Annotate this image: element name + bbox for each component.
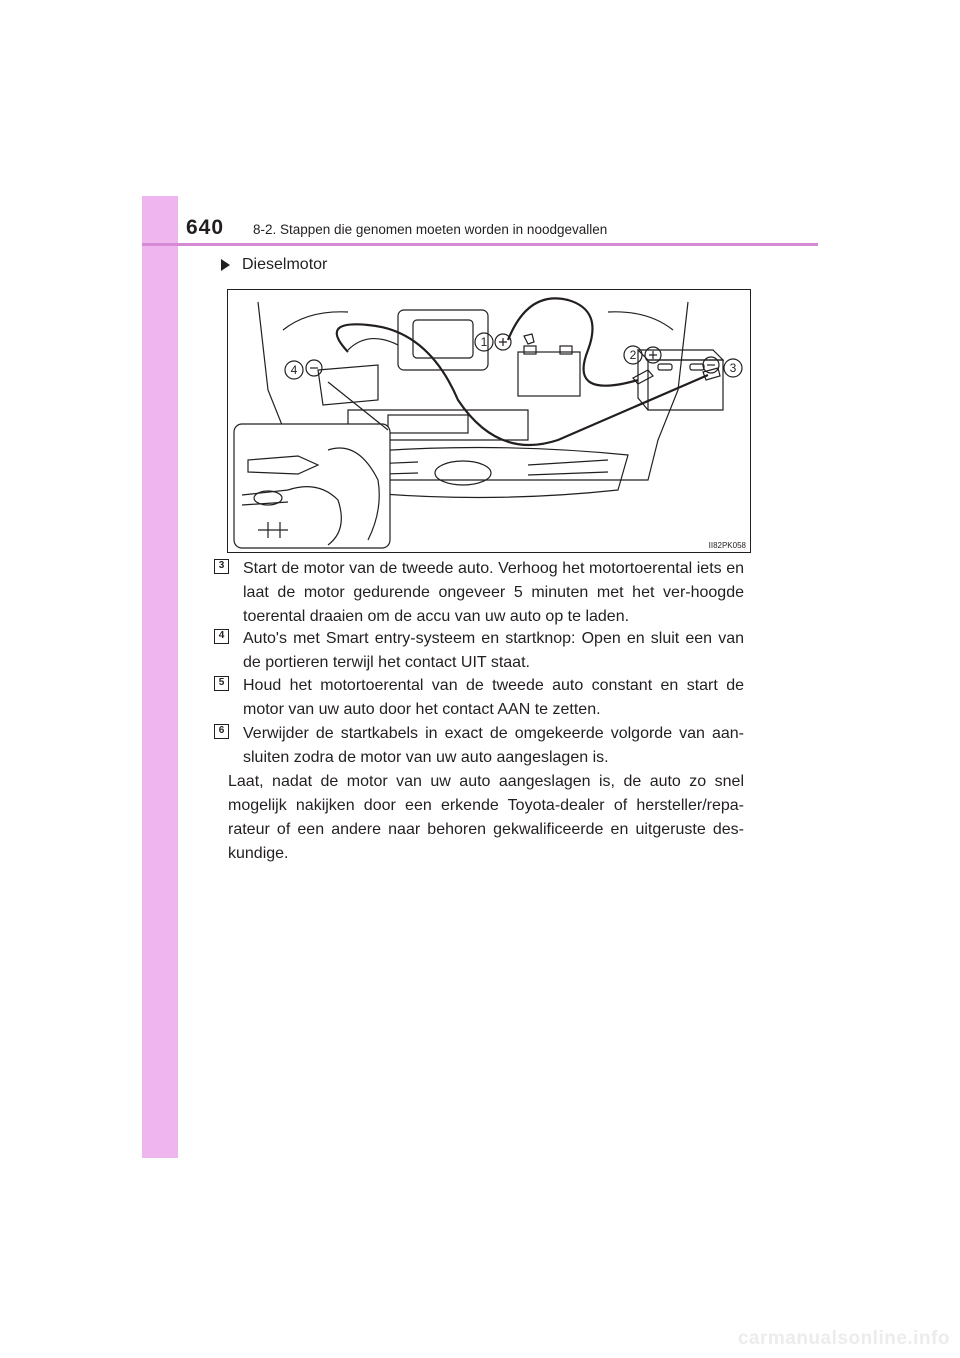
step-item	[214, 627, 744, 675]
subheading-label: Dieselmotor	[242, 256, 328, 273]
detail-inset	[234, 424, 390, 548]
step-text: Auto's met Smart entry-systeem en startknop: Open en sluit een van de portieren terwijl het contact UIT staat.	[243, 630, 744, 671]
watermark: carmanualsonline.info	[737, 1328, 950, 1349]
step-item	[214, 557, 744, 629]
step-item	[214, 722, 744, 770]
step-text: Start de motor van de tweede auto. Verhoog het motortoerental iets en laat de motor gedurende ongeveer 5 minuten met het ver-hoogde toerental draaien om de accu van uw auto op te laden.	[243, 560, 744, 625]
chapter-side-tab	[142, 196, 178, 1158]
header-divider	[142, 243, 818, 246]
step-number-badge: 3	[214, 559, 229, 574]
callout-4-label: 4	[290, 363, 298, 377]
step-number-badge: 4	[214, 629, 229, 644]
subheading	[221, 256, 327, 274]
callout-2-label: 2	[629, 348, 637, 362]
closing-paragraph: Laat, nadat de motor van uw auto aangeslagen is, de auto zo snel mogelijk nakijken door een erkende Toyota-dealer of hersteller/repa-rateur of een andere naar behoren gekwalificeerde en uitgeruste des-kundige.	[228, 773, 744, 862]
triangle-bullet-icon	[221, 259, 230, 271]
step-number-badge: 6	[214, 724, 229, 739]
callout-3-label: 3	[729, 361, 737, 375]
figure-code: II82PK058	[708, 541, 746, 550]
step-item	[214, 674, 744, 722]
vehicle-battery	[518, 352, 580, 396]
engine-bay-drawing	[228, 290, 750, 552]
page-number: 640	[186, 216, 225, 239]
step-text: Houd het motortoerental van de tweede auto constant en start de motor van uw auto door het contact AAN te zetten.	[243, 677, 744, 718]
section-title: 8-2. Stappen die genomen moeten worden in noodgevallen	[253, 222, 608, 237]
callout-1-label: 1	[480, 335, 488, 349]
jump-start-illustration	[227, 289, 751, 553]
step-text: Verwijder de startkabels in exact de omgekeerde volgorde van aan-sluiten zodra de motor van uw auto aangeslagen is.	[243, 725, 744, 766]
step-number-badge: 5	[214, 676, 229, 691]
